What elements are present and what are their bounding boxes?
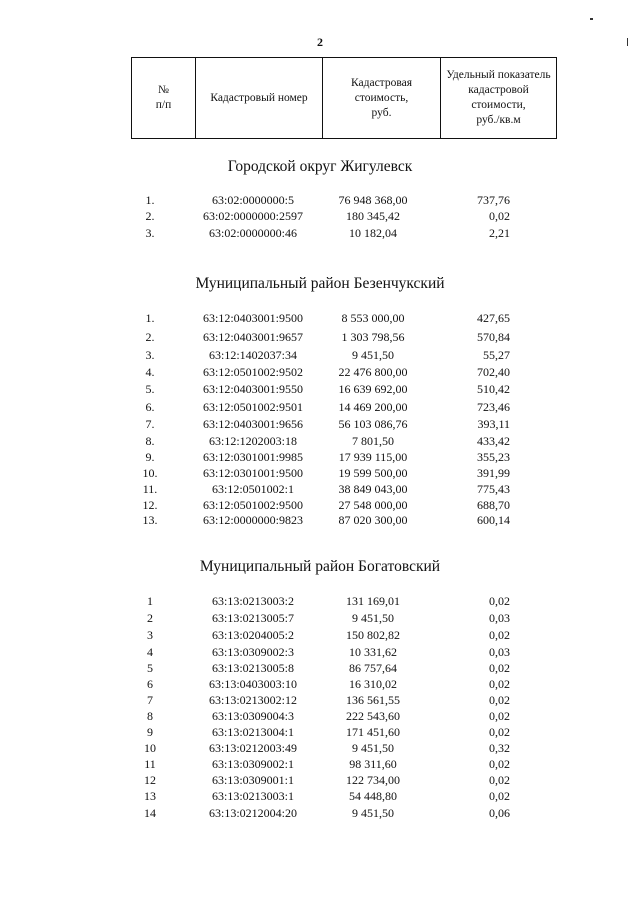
table-row <box>0 676 640 692</box>
cadastral-cost: 27 548 000,00 <box>338 498 408 512</box>
specific-cost: 0,02 <box>489 594 510 608</box>
specific-cost: 570,84 <box>477 330 510 344</box>
cadastral-cost: 180 345,42 <box>346 209 400 223</box>
specific-cost: 0,03 <box>489 611 510 625</box>
specific-cost: 0,06 <box>489 806 510 820</box>
row-number: 1. <box>145 193 155 207</box>
specific-cost: 0,02 <box>489 693 510 707</box>
table-row <box>0 329 640 345</box>
cadastral-cost: 16 639 692,00 <box>338 382 408 396</box>
page-number: 2 <box>317 35 323 49</box>
table-row <box>0 497 640 513</box>
cadastral-cost: 16 310,02 <box>349 677 397 691</box>
row-number: 4 <box>147 645 153 659</box>
row-number: 3. <box>145 348 155 362</box>
row-number: 10 <box>144 741 156 755</box>
specific-cost: 600,14 <box>477 513 510 527</box>
cadastral-number: 63:12:1402037:34 <box>208 348 297 362</box>
cadastral-number: 63:02:0000000:2597 <box>202 209 303 223</box>
cadastral-number: 63:12:0403001:9657 <box>202 330 303 344</box>
cadastral-cost: 54 448,80 <box>349 789 397 803</box>
cadastral-cost: 1 303 798,56 <box>341 330 405 344</box>
specific-cost: 723,46 <box>477 400 510 414</box>
row-number: 3. <box>145 226 155 240</box>
row-number: 5. <box>145 382 155 396</box>
cadastral-number: 63:12:0000000:9823 <box>202 513 303 527</box>
table-row <box>0 364 640 380</box>
table-row <box>0 660 640 676</box>
row-number: 2. <box>145 330 155 344</box>
row-number: 7. <box>145 417 155 431</box>
row-number: 7 <box>147 693 153 707</box>
cadastral-number: 63:13:0309004:3 <box>211 709 294 723</box>
specific-cost: 355,23 <box>477 450 510 464</box>
row-number: 5 <box>147 661 153 675</box>
header-col-cadastral: Кадастровый номер <box>196 58 323 139</box>
cadastral-number: 63:12:1202003:18 <box>208 434 297 448</box>
row-number: 13 <box>144 789 156 803</box>
row-number: 9 <box>147 725 153 739</box>
table-row <box>0 416 640 432</box>
row-number: 10. <box>142 466 158 480</box>
table-row <box>0 512 640 528</box>
table-row <box>0 644 640 660</box>
row-number: 9. <box>145 450 155 464</box>
cadastral-cost: 86 757,64 <box>349 661 397 675</box>
specific-cost: 0,03 <box>489 645 510 659</box>
specific-cost: 737,76 <box>477 193 510 207</box>
cadastral-number: 63:13:0212004:20 <box>208 806 297 820</box>
cadastral-number: 63:12:0301001:9985 <box>202 450 303 464</box>
header-col-specific: Удельный показатель кадастровой стоимости, руб./кв.м <box>441 58 557 139</box>
cadastral-cost: 8 553 000,00 <box>341 311 405 325</box>
table-row <box>0 433 640 449</box>
cadastral-cost: 222 543,60 <box>346 709 400 723</box>
cadastral-cost: 122 734,00 <box>346 773 400 787</box>
row-number: 12 <box>144 773 156 787</box>
cadastral-cost: 9 451,50 <box>352 741 394 755</box>
section-title: Муниципальный район Богатовский <box>199 558 441 575</box>
table-row <box>0 192 640 208</box>
cadastral-number: 63:02:0000000:5 <box>211 193 294 207</box>
cadastral-cost: 76 948 368,00 <box>338 193 408 207</box>
specific-cost: 2,21 <box>489 226 510 240</box>
table-row <box>0 593 640 609</box>
row-number: 11. <box>142 482 158 496</box>
table-row <box>0 692 640 708</box>
specific-cost: 393,11 <box>477 417 510 431</box>
table-row <box>0 481 640 497</box>
table-row <box>0 381 640 397</box>
cadastral-cost: 19 599 500,00 <box>338 466 408 480</box>
row-number: 6 <box>147 677 153 691</box>
specific-cost: 688,70 <box>477 498 510 512</box>
specific-cost: 0,02 <box>489 677 510 691</box>
cadastral-number: 63:13:0212003:49 <box>208 741 297 755</box>
specific-cost: 391,99 <box>477 466 510 480</box>
cadastral-cost: 17 939 115,00 <box>338 450 408 464</box>
cadastral-number: 63:12:0501002:9501 <box>202 400 303 414</box>
cadastral-number: 63:12:0403001:9500 <box>202 311 303 325</box>
table-row <box>0 310 640 326</box>
specific-cost: 0,02 <box>489 709 510 723</box>
cadastral-cost: 22 476 800,00 <box>338 365 408 379</box>
cadastral-number: 63:13:0213005:8 <box>211 661 294 675</box>
table-row <box>0 724 640 740</box>
specific-cost: 775,43 <box>477 482 510 496</box>
cadastral-number: 63:13:0213003:2 <box>211 594 294 608</box>
specific-cost: 0,02 <box>489 209 510 223</box>
cadastral-number: 63:13:0213003:1 <box>211 789 294 803</box>
specific-cost: 510,42 <box>477 382 510 396</box>
cadastral-number: 63:12:0403001:9550 <box>202 382 303 396</box>
row-number: 12. <box>142 498 158 512</box>
cadastral-number: 63:12:0501002:9500 <box>202 498 303 512</box>
cadastral-number: 63:13:0309002:1 <box>211 757 294 771</box>
table-row <box>0 627 640 643</box>
cadastral-cost: 87 020 300,00 <box>338 513 408 527</box>
table-row <box>0 805 640 821</box>
cadastral-cost: 9 451,50 <box>352 611 394 625</box>
specific-cost: 427,65 <box>477 311 510 325</box>
cadastral-number: 63:13:0213005:7 <box>211 611 294 625</box>
cadastral-cost: 7 801,50 <box>352 434 394 448</box>
specific-cost: 0,02 <box>489 773 510 787</box>
cadastral-number: 63:12:0501002:1 <box>211 482 294 496</box>
row-number: 14 <box>144 806 156 820</box>
row-number: 3 <box>147 628 153 642</box>
cadastral-number: 63:13:0309002:3 <box>211 645 294 659</box>
cadastral-cost: 131 169,01 <box>346 594 400 608</box>
specific-cost: 0,02 <box>489 628 510 642</box>
specific-cost: 55,27 <box>483 348 510 362</box>
section-title: Городской округ Жигулевск <box>227 158 413 175</box>
cadastral-cost: 10 331,62 <box>349 645 397 659</box>
table-row <box>0 208 640 224</box>
specific-cost: 0,02 <box>489 789 510 803</box>
row-number: 8. <box>145 434 155 448</box>
header-table <box>131 57 557 139</box>
cadastral-cost: 136 561,55 <box>346 693 400 707</box>
table-row <box>0 465 640 481</box>
table-row <box>0 449 640 465</box>
cadastral-cost: 56 103 086,76 <box>338 417 408 431</box>
row-number: 2 <box>147 611 153 625</box>
cadastral-number: 63:13:0213002:12 <box>208 693 297 707</box>
cadastral-cost: 171 451,60 <box>346 725 400 739</box>
specific-cost: 0,02 <box>489 725 510 739</box>
table-row <box>0 225 640 241</box>
table-row <box>0 610 640 626</box>
row-number: 4. <box>145 365 155 379</box>
cadastral-number: 63:12:0301001:9500 <box>202 466 303 480</box>
specific-cost: 0,02 <box>489 661 510 675</box>
cadastral-number: 63:12:0403001:9656 <box>202 417 303 431</box>
row-number: 11 <box>144 757 156 771</box>
scan-speck <box>590 18 593 20</box>
table-row <box>0 756 640 772</box>
table-row <box>0 788 640 804</box>
header-col-cost: Кадастровая стоимость, руб. <box>323 58 441 139</box>
table-row <box>0 772 640 788</box>
row-number: 1 <box>147 594 153 608</box>
cadastral-number: 63:02:0000000:46 <box>208 226 297 240</box>
cadastral-number: 63:13:0204005:2 <box>211 628 294 642</box>
specific-cost: 0,02 <box>489 757 510 771</box>
row-number: 8 <box>147 709 153 723</box>
cadastral-cost: 98 311,60 <box>349 757 397 771</box>
cadastral-cost: 10 182,04 <box>349 226 397 240</box>
row-number: 2. <box>145 209 155 223</box>
cadastral-number: 63:13:0213004:1 <box>211 725 294 739</box>
cadastral-number: 63:13:0309001:1 <box>211 773 294 787</box>
scan-speck <box>627 38 628 46</box>
section-title: Муниципальный район Безенчукский <box>195 275 445 292</box>
row-number: 13. <box>142 513 158 527</box>
cadastral-number: 63:13:0403003:10 <box>208 677 297 691</box>
row-number: 6. <box>145 400 155 414</box>
table-row <box>0 399 640 415</box>
cadastral-cost: 14 469 200,00 <box>338 400 408 414</box>
table-row <box>0 708 640 724</box>
specific-cost: 0,32 <box>489 741 510 755</box>
table-row <box>0 347 640 363</box>
cadastral-cost: 9 451,50 <box>352 806 394 820</box>
cadastral-number: 63:12:0501002:9502 <box>202 365 303 379</box>
cadastral-cost: 150 802,82 <box>346 628 400 642</box>
table-row <box>0 740 640 756</box>
header-row <box>132 58 557 139</box>
cadastral-cost: 9 451,50 <box>352 348 394 362</box>
specific-cost: 702,40 <box>477 365 510 379</box>
header-col-num: № п/п <box>132 58 196 139</box>
row-number: 1. <box>145 311 155 325</box>
specific-cost: 433,42 <box>477 434 510 448</box>
cadastral-cost: 38 849 043,00 <box>338 482 408 496</box>
